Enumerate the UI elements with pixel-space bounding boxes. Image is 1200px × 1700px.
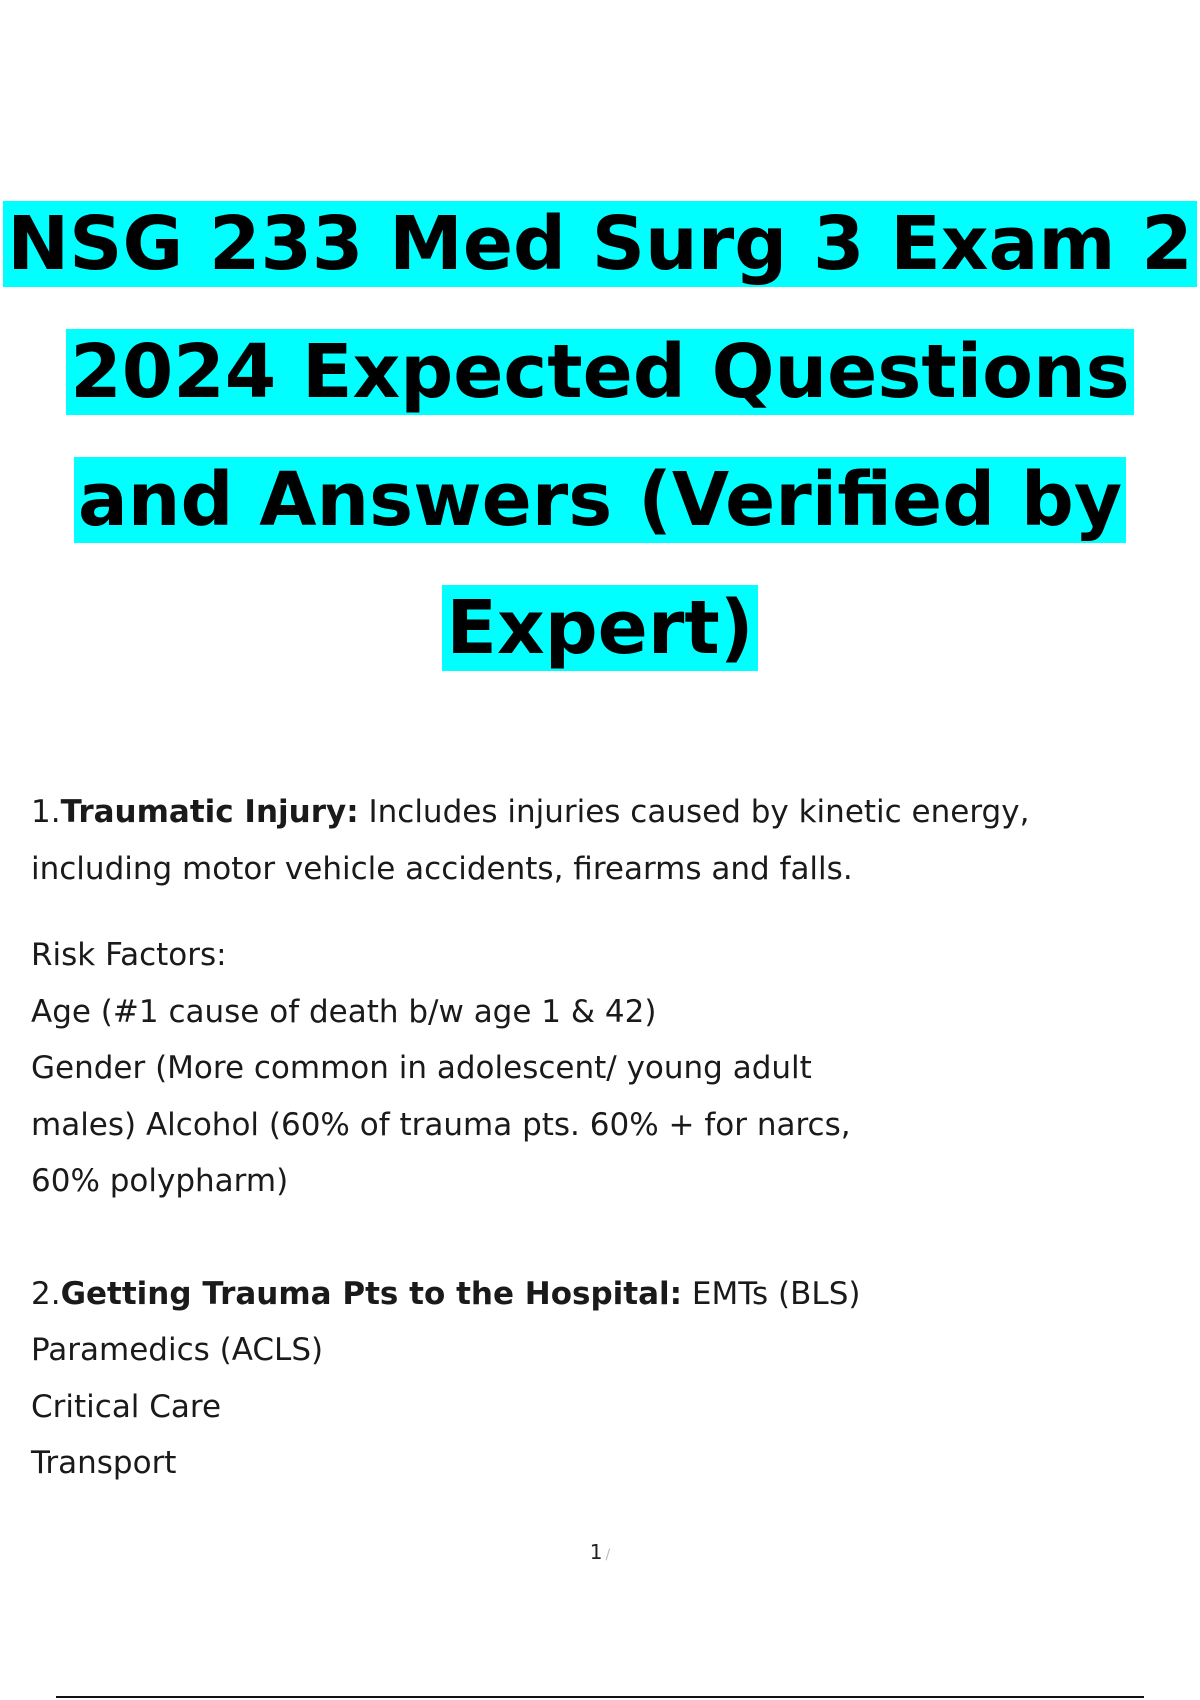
item-1-detail-line: 60% polypharm) [31,1163,289,1199]
title-line-4 [0,564,1200,692]
item-1-detail-line: Gender (More common in adolescent/ young adult [31,1050,812,1086]
item-term: Getting Trauma Pts to the Hospital: [60,1275,683,1312]
item-2-detail-line: Critical Care [31,1388,222,1425]
item-1-heading-line [31,784,1161,841]
page-number [0,1540,1200,1564]
document-body [31,784,1161,1492]
title-line-3-text: and Answers (Verified by [74,457,1126,543]
title-line-4-text: Expert) [442,585,757,671]
spacer [31,897,1161,927]
page-number-separator: / [605,1547,611,1563]
item-1-continuation: including motor vehicle accidents, firearms and falls. [31,850,853,887]
item-1-detail-line: males) Alcohol (60% of trauma pts. 60% + for narcs, [31,1106,851,1143]
title-line-1 [0,180,1200,308]
title-line-2 [0,308,1200,436]
item-1-detail-line: Age (#1 cause of death b/w age 1 & 42) [31,993,657,1030]
item-number: 1. [31,794,61,830]
item-definition: EMTs (BLS) [682,1275,861,1312]
item-term: Traumatic Injury: [60,794,359,830]
item-2-detail-line: Transport [31,1445,177,1481]
page-number-value: 1 [589,1540,603,1564]
qa-item-2 [31,1266,1161,1492]
spacer [31,1210,1161,1266]
item-definition: Includes injuries caused by kinetic energy, [358,794,1030,830]
title-line-2-text: 2024 Expected Questions [66,329,1133,415]
title-line-3 [0,436,1200,564]
item-number: 2. [31,1275,61,1312]
item-2-detail-line: Paramedics (ACLS) [31,1332,324,1368]
item-2-heading-line [31,1266,1161,1323]
footer-divider [56,1696,1144,1698]
title-line-1-text: NSG 233 Med Surg 3 Exam 2 [3,201,1197,287]
document-title [0,180,1200,692]
qa-item-1 [31,784,1161,1210]
item-1-detail-line: Risk Factors: [31,937,227,973]
